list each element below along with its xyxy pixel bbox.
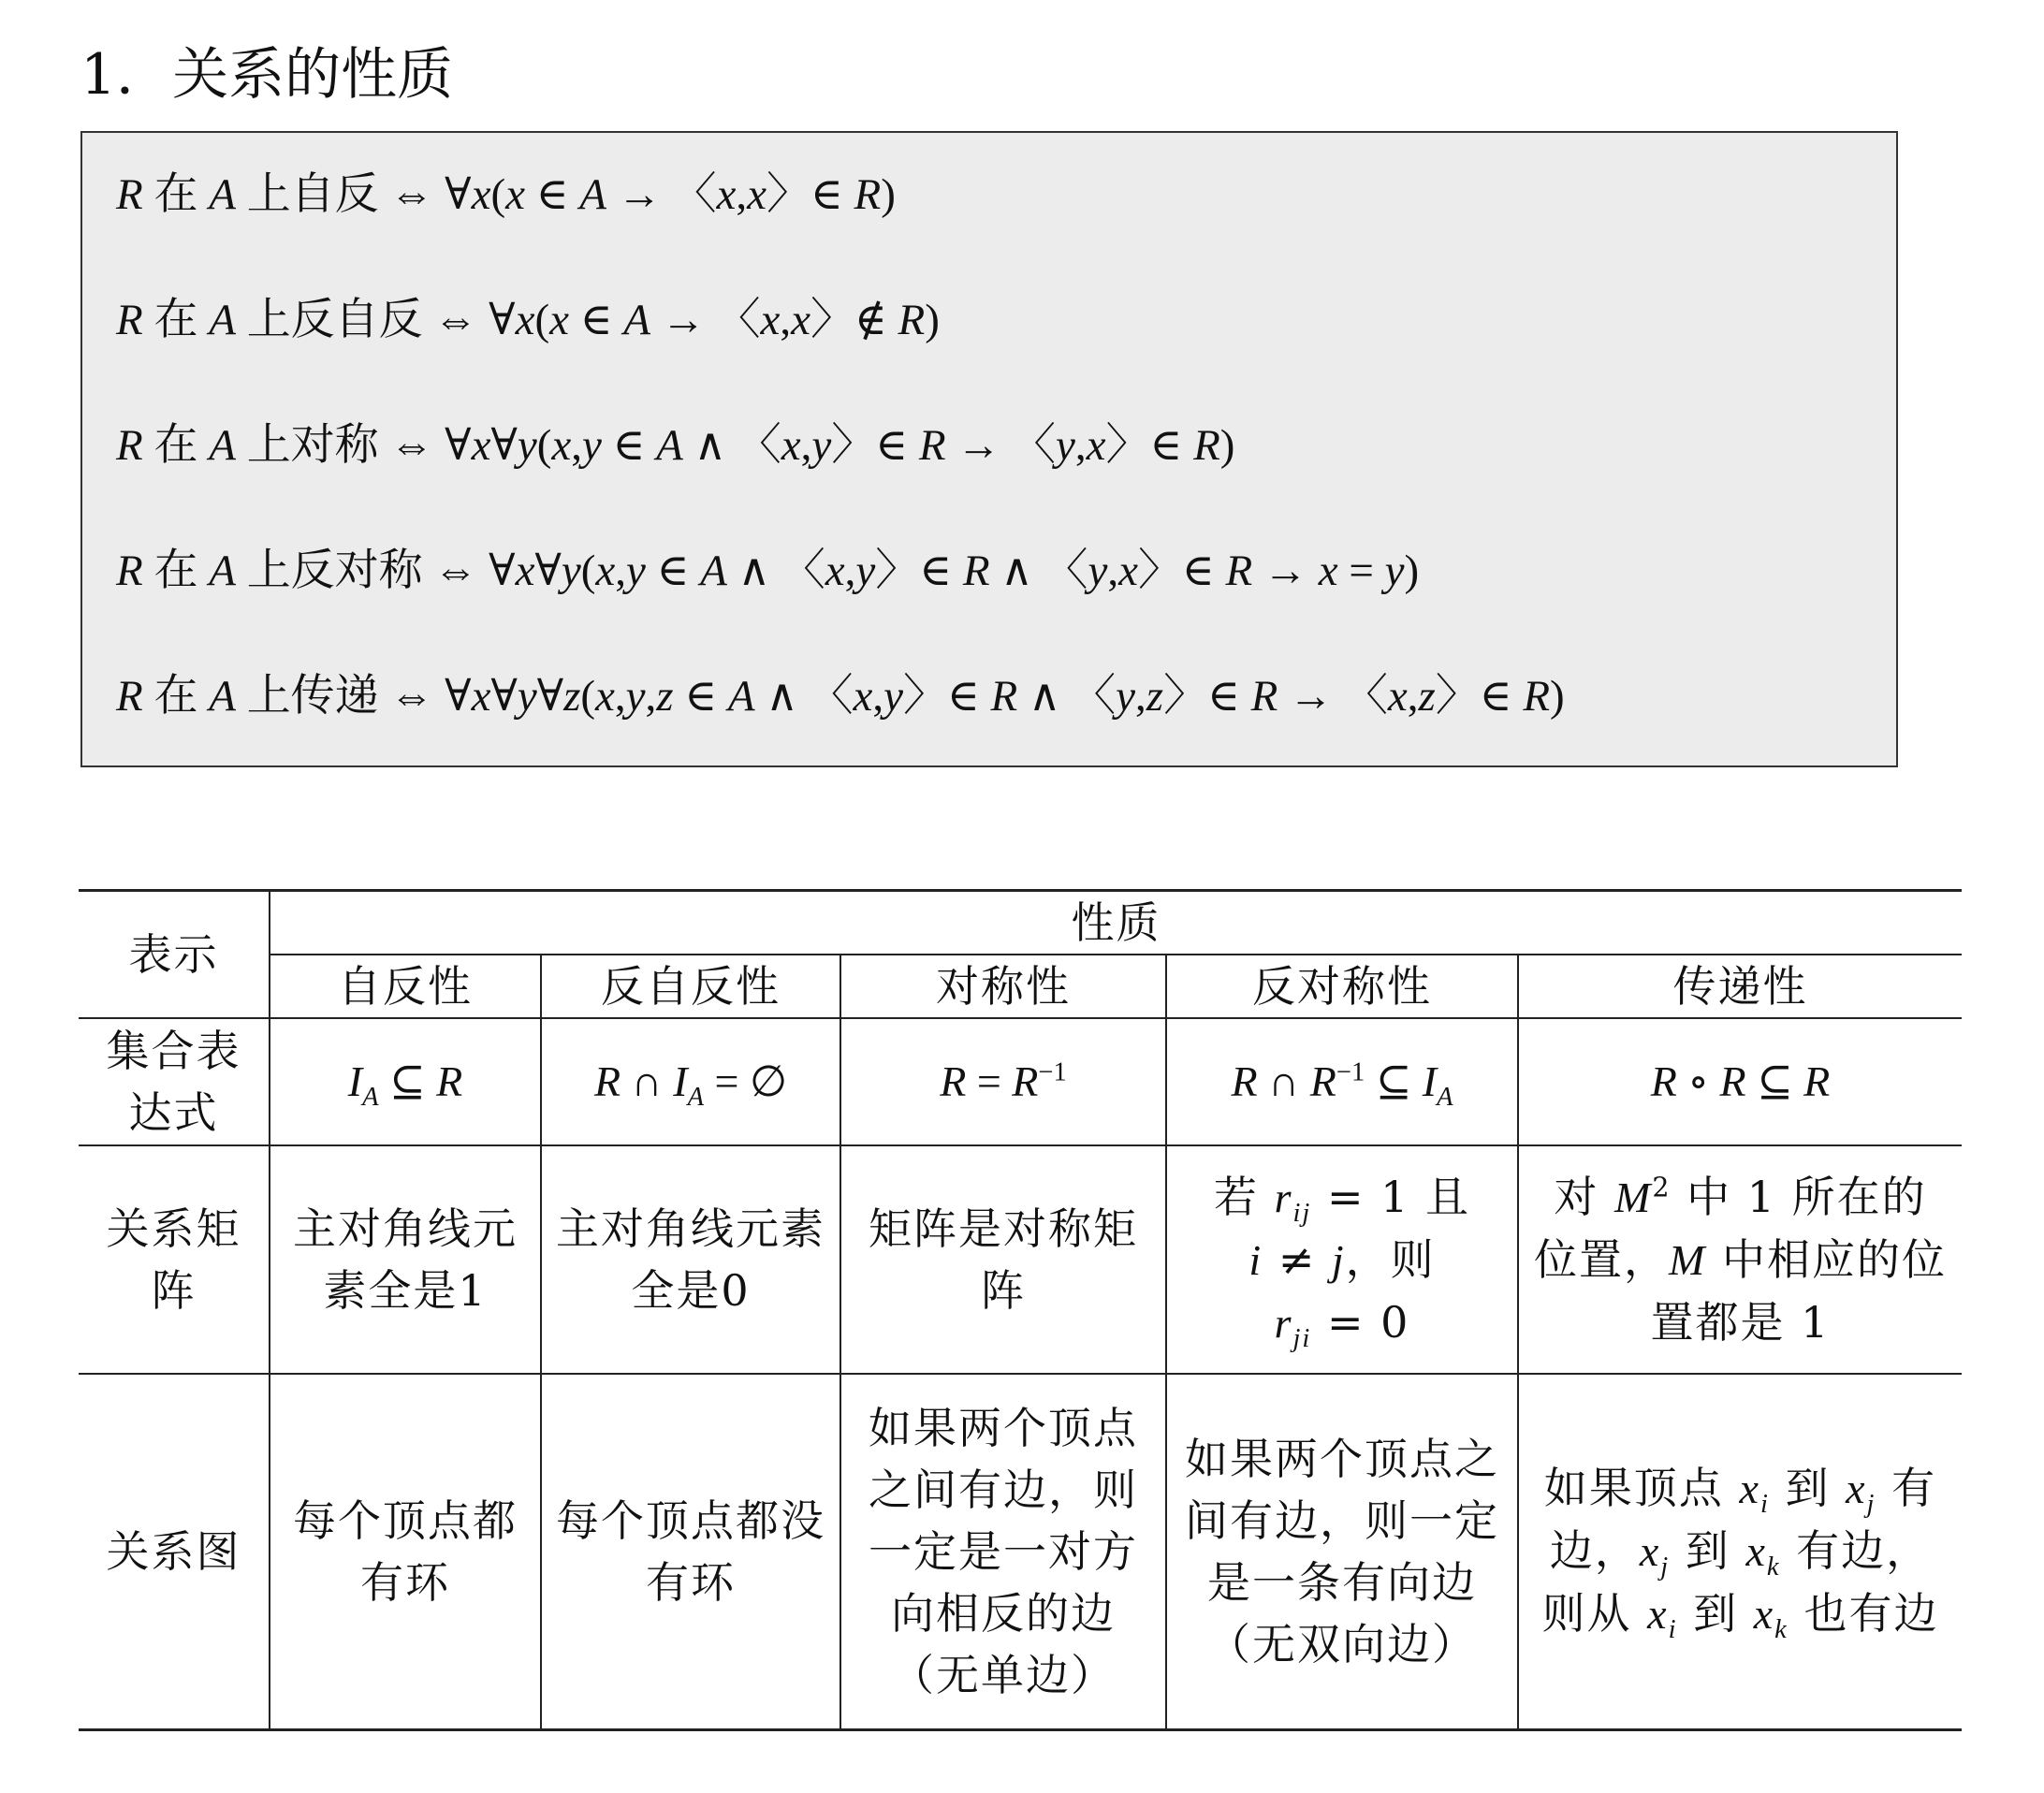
definition-transitive: R 在 A 上传递 ⇔ ∀x∀y∀z(x,y,z ∈ A ∧ 〈x,y〉∈ R ∧ 〈y,z〉∈ R → 〈x,z〉∈ R) bbox=[116, 672, 1565, 721]
row-label-set-expression: 集合表达式 bbox=[79, 1018, 270, 1145]
column-header-irreflexive: 反自反性 bbox=[541, 955, 840, 1018]
section-title: 1．关系的性质 bbox=[80, 42, 454, 108]
definition-antisymmetric: R 在 A 上反对称 ⇔ ∀x∀y(x,y ∈ A ∧ 〈x,y〉∈ R ∧ 〈y,x〉∈ R → x = y) bbox=[116, 547, 1420, 595]
column-header-reflexive: 自反性 bbox=[270, 955, 541, 1018]
matrix-irreflexive: 主对角线元素全是0 bbox=[541, 1145, 840, 1374]
graph-symmetric: 如果两个顶点之间有边，则一定是一对方向相反的边（无单边） bbox=[840, 1374, 1166, 1729]
set-expression-symmetric: $R = R^{-1}$ bbox=[840, 1018, 1166, 1145]
definition-symmetric: R 在 A 上对称 ⇔ ∀x∀y(x,y ∈ A ∧ 〈x,y〉∈ R → 〈y,x〉∈ R) bbox=[116, 421, 1235, 470]
definition-reflexive: R 在 A 上自反 ⇔ ∀x(x ∈ A → 〈x,x〉∈ R) bbox=[116, 170, 896, 219]
set-expression-irreflexive: R ∩ $I_A$ = ∅ bbox=[541, 1018, 840, 1145]
row-label-relation-graph: 关系图 bbox=[79, 1374, 270, 1729]
set-expression-reflexive: $I_A$ ⊆ R bbox=[270, 1018, 541, 1145]
matrix-symmetric: 矩阵是对称矩阵 bbox=[840, 1145, 1166, 1374]
matrix-antisymmetric: 若 $r_{ij} = 1$ 且 i ≠ j，则 $r_{ji} = 0$ bbox=[1166, 1145, 1518, 1374]
column-header-symmetric: 对称性 bbox=[840, 955, 1166, 1018]
graph-irreflexive: 每个顶点都没有环 bbox=[541, 1374, 840, 1729]
definitions-box bbox=[80, 131, 1898, 767]
matrix-reflexive: 主对角线元素全是1 bbox=[270, 1145, 541, 1374]
definition-irreflexive: R 在 A 上反自反 ⇔ ∀x(x ∈ A → 〈x,x〉∉ R) bbox=[116, 296, 940, 344]
table-row bbox=[79, 1145, 1962, 1374]
corner-header: 表示 bbox=[79, 891, 270, 1019]
set-expression-transitive: R ∘ R ⊆ R bbox=[1518, 1018, 1962, 1145]
table-row bbox=[79, 1374, 1962, 1729]
row-label-relation-matrix: 关系矩阵 bbox=[79, 1145, 270, 1374]
group-header: 性质 bbox=[270, 891, 1962, 955]
column-header-transitive: 传递性 bbox=[1518, 955, 1962, 1018]
column-header-antisymmetric: 反对称性 bbox=[1166, 955, 1518, 1018]
graph-reflexive: 每个顶点都有环 bbox=[270, 1374, 541, 1729]
graph-transitive: 如果顶点 $x_i$ 到 $x_j$ 有边，$x_j$ 到 $x_k$ 有边，则从 $x_i$ 到 $x_k$ 也有边 bbox=[1518, 1374, 1962, 1729]
table-subheader-row bbox=[79, 955, 1962, 1018]
graph-antisymmetric: 如果两个顶点之间有边，则一定是一条有向边（无双向边） bbox=[1166, 1374, 1518, 1729]
table-row bbox=[79, 1018, 1962, 1145]
matrix-transitive: 对 $M^2$ 中 1 所在的位置，M 中相应的位置都是 1 bbox=[1518, 1145, 1962, 1374]
table-header-row bbox=[79, 891, 1962, 955]
properties-table bbox=[79, 889, 1962, 1731]
set-expression-antisymmetric: R ∩ $R^{-1}$ ⊆ $I_A$ bbox=[1166, 1018, 1518, 1145]
